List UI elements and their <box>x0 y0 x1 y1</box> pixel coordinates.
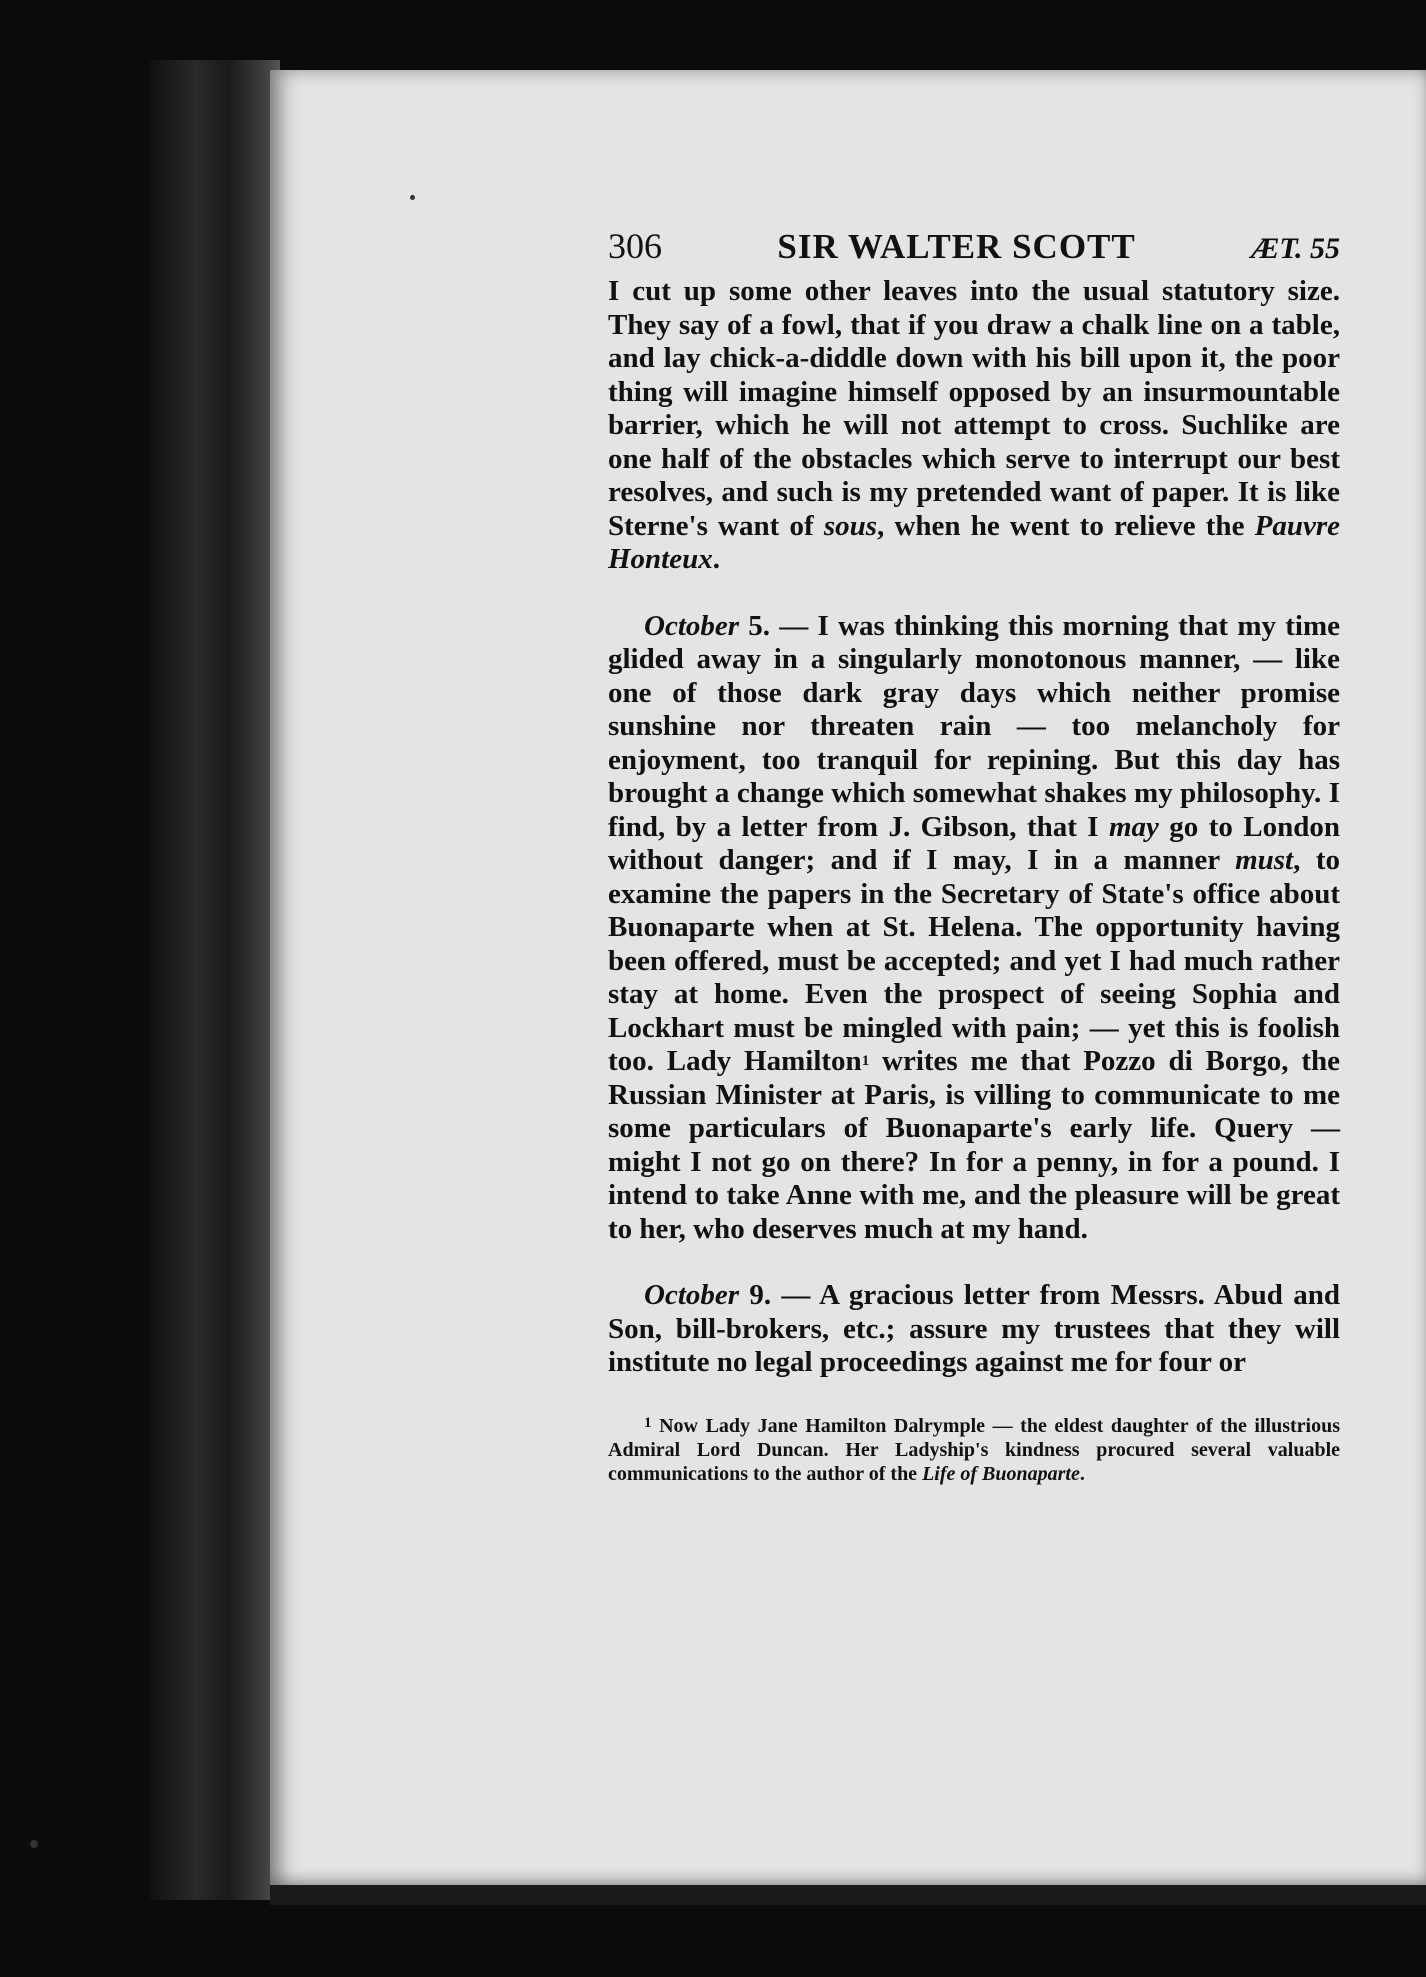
paragraph-text: , when he went to relieve the <box>877 509 1255 542</box>
dust-speck <box>30 1840 38 1848</box>
italic-word: must <box>1235 844 1294 876</box>
italic-phrase: Pauvre Honteux <box>608 509 1340 575</box>
entry-date: October <box>644 609 740 642</box>
paragraph-october-5 <box>608 610 1340 1247</box>
italic-word: sous <box>823 509 878 542</box>
paragraph-text: writes me that Pozzo di Borgo, the Russian Minister at Paris, is villing to communicate to me some particulars of Buonaparte's early life. Query — might I not go on there? In for a penny, in for a pound. I intend to take Anne with me, and the pleasure will be great to her, who deserves much at my hand. <box>608 1045 1340 1245</box>
age-marker: ÆT. 55 <box>1251 232 1340 265</box>
dust-speck <box>410 195 415 200</box>
paragraph-text: , to examine the papers in the Secretary of State's office about Buonaparte when at St. Helena. The opportunity having been offered, must be accepted; and yet I had much rather stay at home. Even the prospect of seeing Sophia and Lockhart must be mingled with pain; — yet this is foolish too. Lady Hamilton <box>608 844 1340 1077</box>
page-number: 306 <box>608 226 662 266</box>
footnote-reference: 1 <box>861 1053 870 1069</box>
running-head <box>608 225 1340 267</box>
footnote-italic-title: Life of Buonaparte <box>922 1462 1080 1485</box>
entry-date: October <box>644 1279 740 1311</box>
footnote-mark: 1 <box>644 1414 652 1431</box>
running-title: SIR WALTER SCOTT <box>777 227 1136 266</box>
page-text-block <box>608 225 1340 1486</box>
book-spine <box>150 60 280 1900</box>
footnote-text: . <box>1079 1462 1085 1485</box>
paragraph-text: I cut up some other leaves into the usual statutory size. They say of a fowl, that if you draw a chalk line on a table, and lay chick-a-diddle down with his bill upon it, the poor thing will imagine himself opposed by an insurmountable barrier, which he will not attempt to cross. Suchlike are one half of the obstacles which serve to interrupt our best resolves, and such is my pretended want of paper. It is like Sterne's want of <box>608 275 1340 542</box>
paragraph-1 <box>608 275 1340 577</box>
paragraph-text: 9. — A gracious letter from Messrs. Abud and Son, bill-brokers, etc.; assure my trustees that they will institute no legal proceedings against me for four or <box>608 1279 1340 1378</box>
paragraph-text: . <box>712 543 720 575</box>
paragraph-text: 5. — I was thinking this morning that my time glided away in a singularly monotonous manner, — like one of those dark gray days which neither promise sunshine nor threaten rain — too melancholy for enjoyment, too tranquil for repining. But this day has brought a change which somewhat shakes my philosophy. I find, by a letter from J. Gibson, that I <box>608 609 1340 843</box>
italic-word: may <box>1108 810 1159 843</box>
footnote <box>608 1414 1340 1486</box>
page-bottom-edge <box>270 1885 1426 1905</box>
paragraph-text: go to London without danger; and if I may, I in a manner <box>608 810 1340 876</box>
paragraph-october-9 <box>608 1279 1340 1380</box>
footnote-text: Now Lady Jane Hamilton Dalrymple — the eldest daughter of the illustrious Admiral Lord Duncan. Her Ladyship's kindness procured several valuable communications to the author of the <box>608 1414 1340 1485</box>
